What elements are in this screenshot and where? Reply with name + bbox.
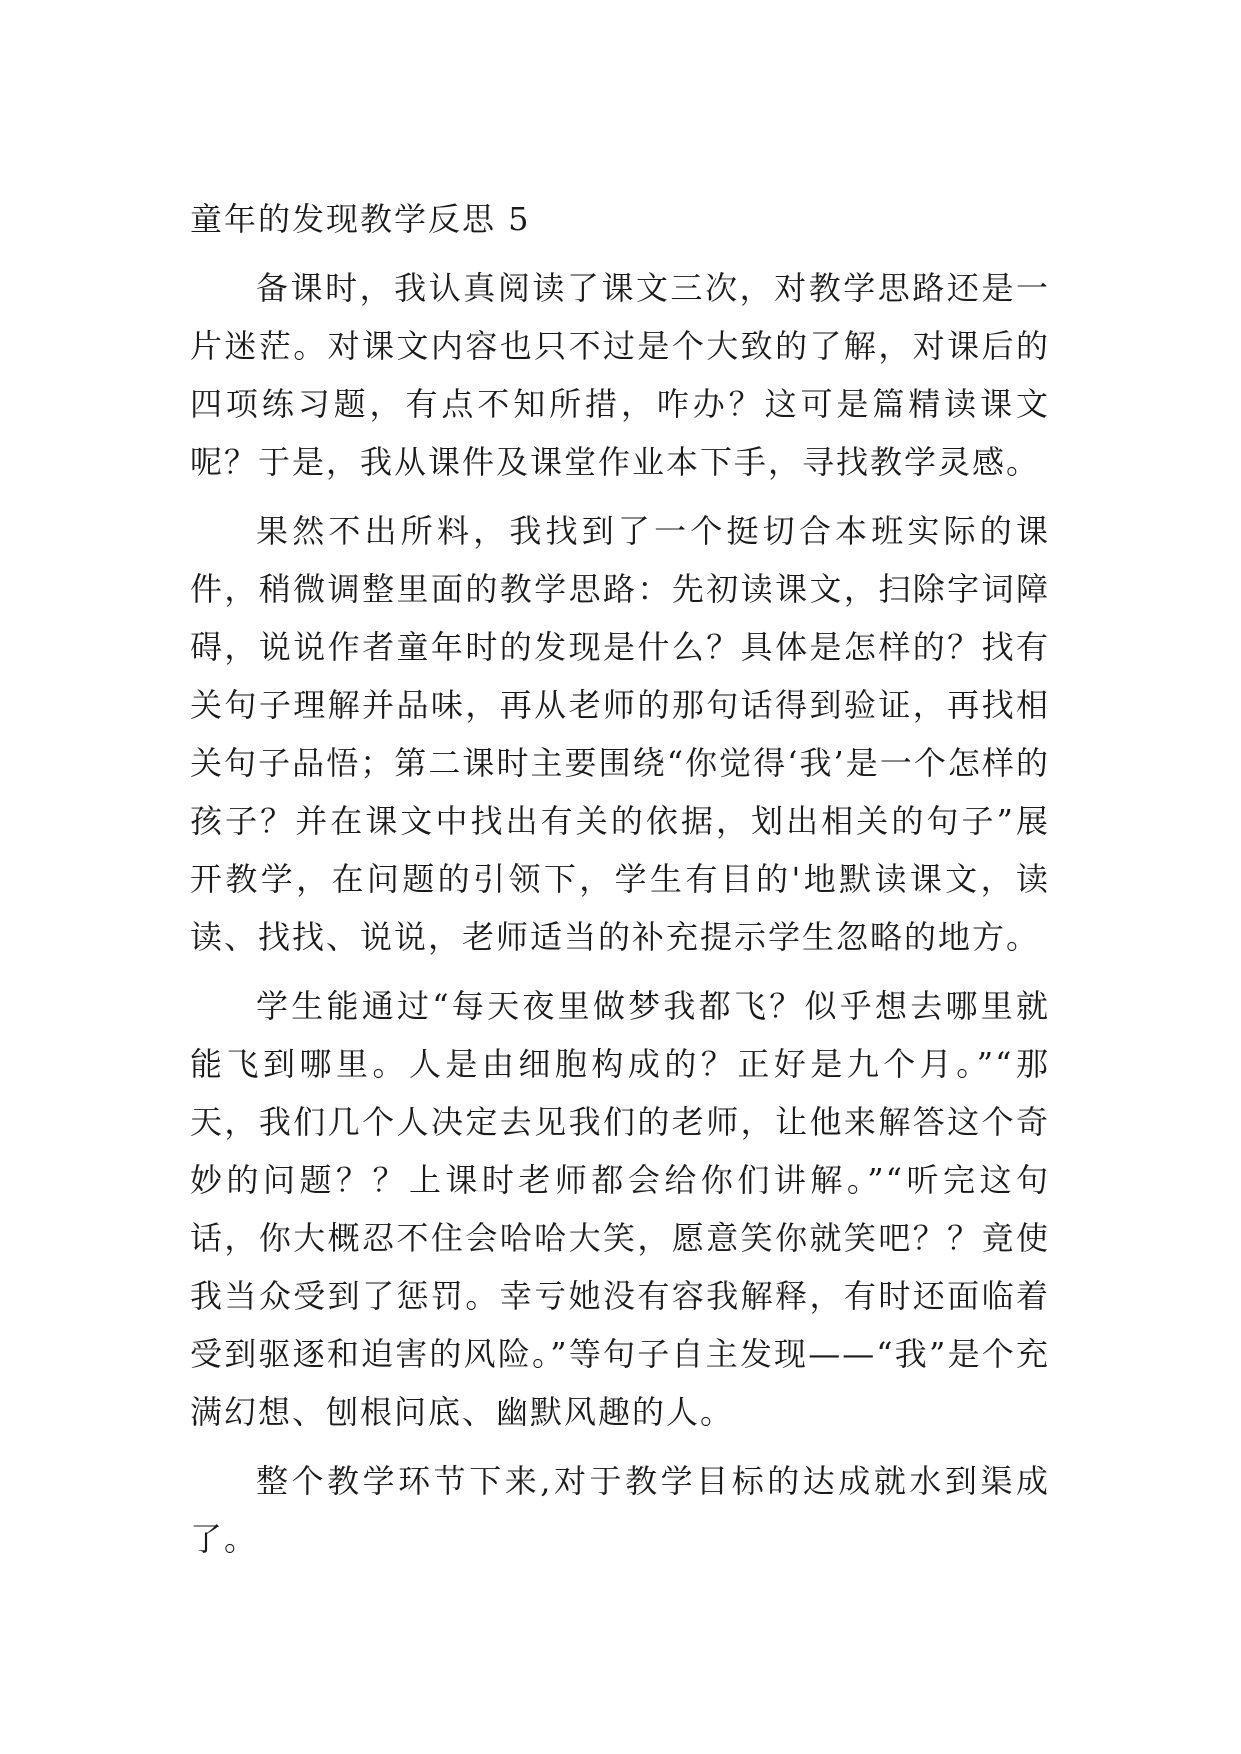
paragraph-4: 整个教学环节下来,对于教学目标的达成就水到渠成了。 xyxy=(190,1462,1050,1558)
paragraph-3: 学生能通过“每天夜里做梦我都飞？似乎想去哪里就能飞到哪里。人是由细胞构成的？正好是九个月。”“那天，我们几个人决定去见我们的老师，让他来解答这个奇妙的问题？？上课时老师都会给你们讲解。”“听完这句话，你大概忍不住会哈哈大笑，愿意笑你就笑吧？？竟使我当众受到了惩罚。幸亏她没有容我解释，有时还面临着受到驱逐和迫害的风险。”等句子自主发现——“我”是个充满幻想、刨根问底、幽默风趣的人。 xyxy=(190,987,1050,1431)
document-title: 童年的发现教学反思 5 xyxy=(190,200,531,238)
paragraph-2: 果然不出所料，我找到了一个挺切合本班实际的课件，稍微调整里面的教学思路：先初读课文，扫除字词障碍，说说作者童年时的发现是什么？具体是怎样的？找有关句子理解并品味，再从老师的那句话得到验证，再找相关句子品悟；第二课时主要围绕“你觉得‘我’是一个怎样的孩子？并在课文中找出有关的依据，划出相关的句子”展开教学，在问题的引领下，学生有目的'地默读课文，读读、找找、说说，老师适当的补充提示学生忽略的地方。 xyxy=(190,512,1050,956)
paragraph-1: 备课时，我认真阅读了课文三次，对教学思路还是一片迷茫。对课文内容也只不过是个大致的了解，对课后的四项练习题，有点不知所措，咋办？这可是篇精读课文呢？于是，我从课件及课堂作业本下手，寻找教学灵感。 xyxy=(190,269,1050,481)
document-body xyxy=(190,190,1050,1568)
